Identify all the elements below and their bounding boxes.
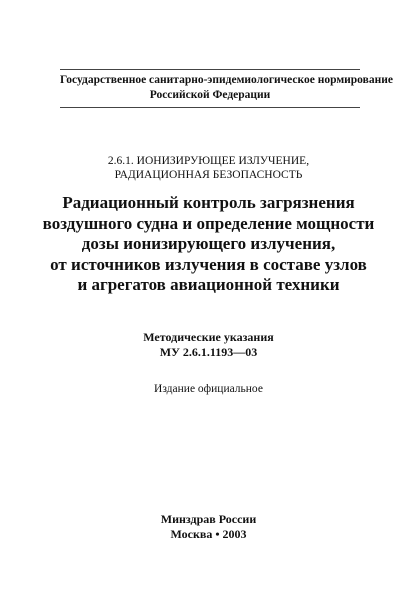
section-line-2: РАДИАЦИОННАЯ БЕЗОПАСНОСТЬ bbox=[114, 169, 303, 181]
section-heading bbox=[0, 154, 417, 182]
publisher-name: Минздрав России bbox=[160, 512, 257, 526]
publisher-block bbox=[0, 512, 417, 542]
guidelines-type: Методические указания bbox=[143, 330, 274, 344]
title-line-5: и агрегатов авиационной техники bbox=[77, 275, 340, 294]
title-line-4: от источников излучения в составе узлов bbox=[50, 254, 367, 274]
guidelines-code: МУ 2.6.1.1193—03 bbox=[159, 345, 258, 359]
section-line-1: 2.6.1. ИОНИЗИРУЮЩЕЕ ИЗЛУЧЕНИЕ, bbox=[107, 155, 310, 167]
publisher-city-year: Москва • 2003 bbox=[170, 527, 247, 541]
header-bottom-rule bbox=[60, 107, 360, 108]
header-block bbox=[60, 73, 393, 103]
title-line-3: дозы ионизирующего излучения, bbox=[81, 234, 336, 253]
header-line-2: Российской Федерации bbox=[149, 89, 271, 101]
edition-label: Издание официальное bbox=[154, 383, 263, 395]
header-top-rule bbox=[60, 69, 360, 70]
document-title bbox=[0, 193, 417, 296]
title-line-1: Радиационный контроль загрязнения bbox=[62, 193, 355, 212]
title-line-2: воздушного судна и определение мощности bbox=[42, 213, 375, 233]
guidelines-block bbox=[0, 330, 417, 360]
header-line-1: Государственное санитарно-эпидемиологическое нормирование bbox=[60, 74, 393, 86]
